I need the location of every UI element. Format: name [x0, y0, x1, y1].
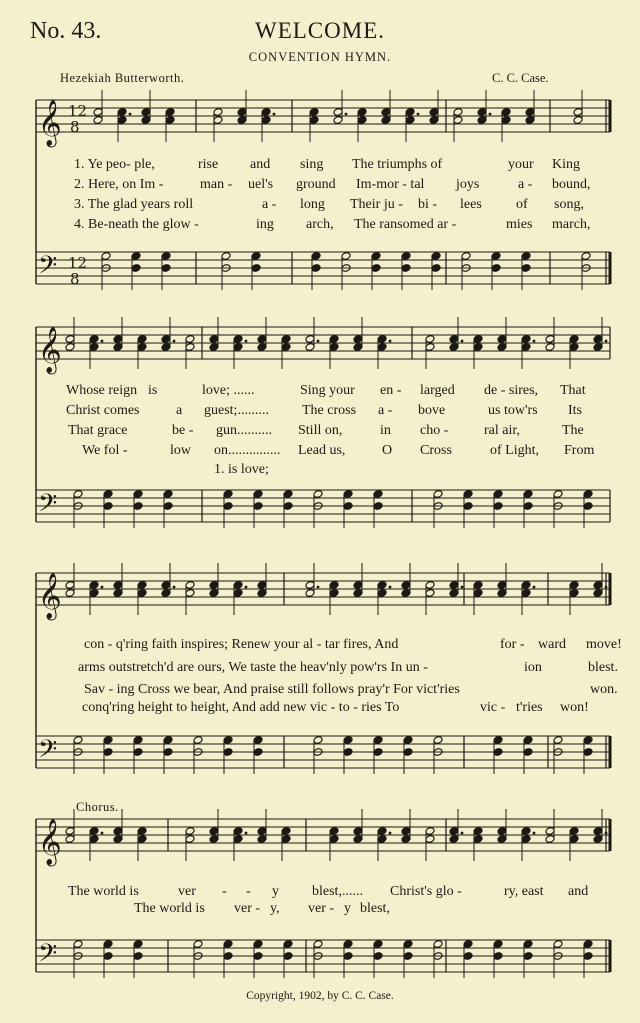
lyric-syllable: a [176, 403, 183, 418]
lyric-syllable: rise [198, 157, 219, 172]
treble-clef-icon: 𝄞 [38, 819, 62, 865]
treble-clef-icon: 𝄞 [38, 100, 62, 146]
lyric-syllable: The ransomed ar - [354, 217, 457, 232]
dot [605, 340, 608, 343]
lyric-syllable: gun.......... [216, 423, 272, 438]
lyric-syllable: march, [552, 217, 591, 232]
lyric-syllable: en - [380, 383, 402, 398]
lyric-syllable: That grace [68, 423, 128, 438]
lyric-syllable: a - [262, 197, 277, 212]
lyric-syllable: Christ's glo - [390, 884, 462, 899]
verse-3-system-1 [0, 197, 640, 215]
dot [389, 340, 392, 343]
lyric-syllable: larged [420, 383, 455, 398]
hymn-subtitle: CONVENTION HYMN. [248, 50, 392, 64]
lyric-syllable: Still on, [298, 423, 343, 438]
lyric-syllable: O [382, 443, 393, 458]
lyric-syllable: Its [568, 403, 582, 418]
lyric-syllable: That [560, 383, 586, 398]
dot [533, 832, 536, 835]
dot [101, 832, 104, 835]
lyric-syllable: Cross [420, 443, 452, 458]
lyric-syllable: on............... [214, 443, 281, 458]
lyric-syllable: is [148, 383, 158, 398]
lyric-syllable: y, [270, 901, 280, 916]
dot [317, 586, 320, 589]
lyric-syllable: guest;......... [204, 403, 269, 418]
lyric-syllable: be - [172, 423, 194, 438]
lyric-syllable: a - [518, 177, 533, 192]
lyric-syllable: bi - [418, 197, 438, 212]
lyric-syllable: The triumphs of [352, 157, 443, 172]
lyric-syllable: From [564, 443, 595, 458]
verse-3-system-3 [0, 682, 640, 700]
bass-clef-icon: 𝄢 [38, 489, 58, 524]
time-signature-top: 12 [68, 254, 88, 272]
dot [605, 586, 608, 589]
lyric-syllable: ing [256, 217, 274, 232]
lyric-syllable: Im-mor - tal [356, 177, 425, 192]
lyric-syllable: uel's [248, 177, 274, 192]
verse-1-system-1 [0, 157, 640, 175]
lyric-syllable: long [300, 197, 325, 212]
lyric-syllable: ward [538, 637, 566, 652]
lyric-syllable: us tow'rs [488, 403, 538, 418]
dot [101, 586, 104, 589]
bass-lyric-note: 1. is love; [214, 462, 269, 477]
dot [389, 832, 392, 835]
lyric-syllable: y [344, 901, 351, 916]
lyric-syllable: vic - [480, 700, 506, 715]
lyric-syllable: King [552, 157, 580, 172]
lyric-syllable: joys [456, 177, 480, 192]
lyric-syllable: low [170, 443, 191, 458]
verse-1-system-2 [0, 383, 640, 401]
lyric-syllable: move! [586, 637, 622, 652]
dot [533, 586, 536, 589]
lyric-syllable: - [246, 884, 251, 899]
lyric-syllable: bound, [552, 177, 591, 192]
lyric-syllable: blest,...... [312, 884, 363, 899]
dot [489, 113, 492, 116]
lyric-syllable: in [380, 423, 391, 438]
lyric-syllable: ver - [234, 901, 261, 916]
lyric-syllable: The world is [68, 884, 139, 899]
dot [317, 340, 320, 343]
lyric-syllable: ion [524, 660, 542, 675]
lyric-syllable: a - [378, 403, 393, 418]
lyric-syllable: The [562, 423, 584, 438]
dot [461, 586, 464, 589]
hymn-number: No. 43. [30, 18, 102, 44]
dot [533, 340, 536, 343]
lyric-syllable: ver [178, 884, 196, 899]
lyric-syllable: arch, [306, 217, 334, 232]
lyric-syllable: Whose reign [66, 383, 138, 398]
lyric-syllable: lees [460, 197, 482, 212]
verse-4-system-3 [0, 700, 640, 718]
lyric-syllable: 2. Here, on Im - [74, 177, 164, 192]
composer-credit: C. C. Case. [492, 71, 549, 85]
lyric-syllable: blest. [588, 660, 618, 675]
lyric-syllable: and [568, 884, 589, 899]
lyric-syllable: The cross [302, 403, 357, 418]
lyric-syllable: of Light, [490, 443, 539, 458]
lyric-syllable: blest, [360, 901, 390, 916]
verse-2-system-1 [0, 177, 640, 195]
lyric-syllable: sing [300, 157, 324, 172]
lyric-syllable: ral air, [484, 423, 520, 438]
lyric-syllable: Sav - ing Cross we bear, And praise still follows pray'r For vict'ries [84, 682, 460, 697]
lyric-syllable: t'ries [516, 700, 543, 715]
lyric-syllable: - [222, 884, 227, 899]
lyric-syllable: ground [296, 177, 336, 192]
lyric-syllable: of [516, 197, 528, 212]
lyric-syllable: your [508, 157, 534, 172]
dot [245, 340, 248, 343]
lyric-syllable: cho - [420, 423, 449, 438]
lyric-syllable: man - [200, 177, 233, 192]
dot [173, 340, 176, 343]
verse-1-system-3 [0, 637, 640, 655]
dot [101, 340, 104, 343]
verse-3-system-2 [0, 423, 640, 441]
lyric-syllable: ry, east [504, 884, 544, 899]
verse-2-system-3 [0, 660, 640, 678]
lyric-syllable: arms outstretch'd are ours, We taste the heav'nly pow'rs In un - [78, 660, 428, 675]
chorus-label: Chorus. [76, 800, 119, 814]
dot [605, 832, 608, 835]
verse-4-system-1 [0, 217, 640, 235]
dot [173, 586, 176, 589]
dot [417, 113, 420, 116]
lyric-syllable: won. [590, 682, 618, 697]
hymn-title: WELCOME. [254, 18, 385, 43]
chorus-line-2 [0, 901, 640, 919]
lyric-syllable: We fol - [82, 443, 128, 458]
copyright-notice: Copyright, 1902, by C. C. Case. [246, 990, 394, 1002]
lyric-syllable: Christ comes [66, 403, 140, 418]
treble-clef-icon: 𝄞 [38, 327, 62, 373]
author-credit: Hezekiah Butterworth. [60, 71, 185, 85]
lyric-syllable: 3. The glad years roll [74, 197, 194, 212]
bass-clef-icon: 𝄢 [38, 735, 58, 770]
lyric-syllable: y [272, 884, 279, 899]
lyric-syllable: won! [560, 700, 589, 715]
lyric-syllable: bove [418, 403, 446, 418]
dot [345, 113, 348, 116]
time-signature-bottom: 8 [70, 118, 80, 136]
chorus-line-1 [0, 884, 640, 902]
dot [461, 340, 464, 343]
lyric-syllable: Sing your [300, 383, 355, 398]
bass-clef-icon: 𝄢 [38, 939, 58, 974]
lyric-syllable: de - sires, [484, 383, 539, 398]
dot [389, 586, 392, 589]
dot [129, 113, 132, 116]
lyric-syllable: conq'ring height to height, And add new vic - to - ries To [82, 700, 400, 715]
time-signature-top: 12 [68, 102, 88, 120]
dot [273, 113, 276, 116]
lyric-syllable: and [250, 157, 271, 172]
lyric-syllable: Lead us, [298, 443, 346, 458]
lyric-syllable: ver - [308, 901, 335, 916]
lyric-syllable: for - [500, 637, 525, 652]
bass-clef-icon: 𝄢 [38, 251, 58, 286]
time-signature-bottom: 8 [70, 270, 80, 288]
dot [245, 586, 248, 589]
lyric-syllable: song, [554, 197, 584, 212]
verse-2-system-2 [0, 403, 640, 421]
treble-clef-icon: 𝄞 [38, 573, 62, 619]
dot [245, 832, 248, 835]
lyric-syllable: Their ju - [350, 197, 403, 212]
lyric-syllable: 4. Be-neath the glow - [74, 217, 199, 232]
lyric-syllable: mies [506, 217, 533, 232]
lyric-syllable: con - q'ring faith inspires; Renew your al - tar fires, And [84, 637, 399, 652]
verse-4-system-2 [0, 443, 640, 461]
lyric-syllable: The world is [134, 901, 205, 916]
lyric-syllable: love; ...... [202, 383, 255, 398]
dot [461, 832, 464, 835]
lyric-syllable: 1. Ye peo- ple, [74, 157, 155, 172]
